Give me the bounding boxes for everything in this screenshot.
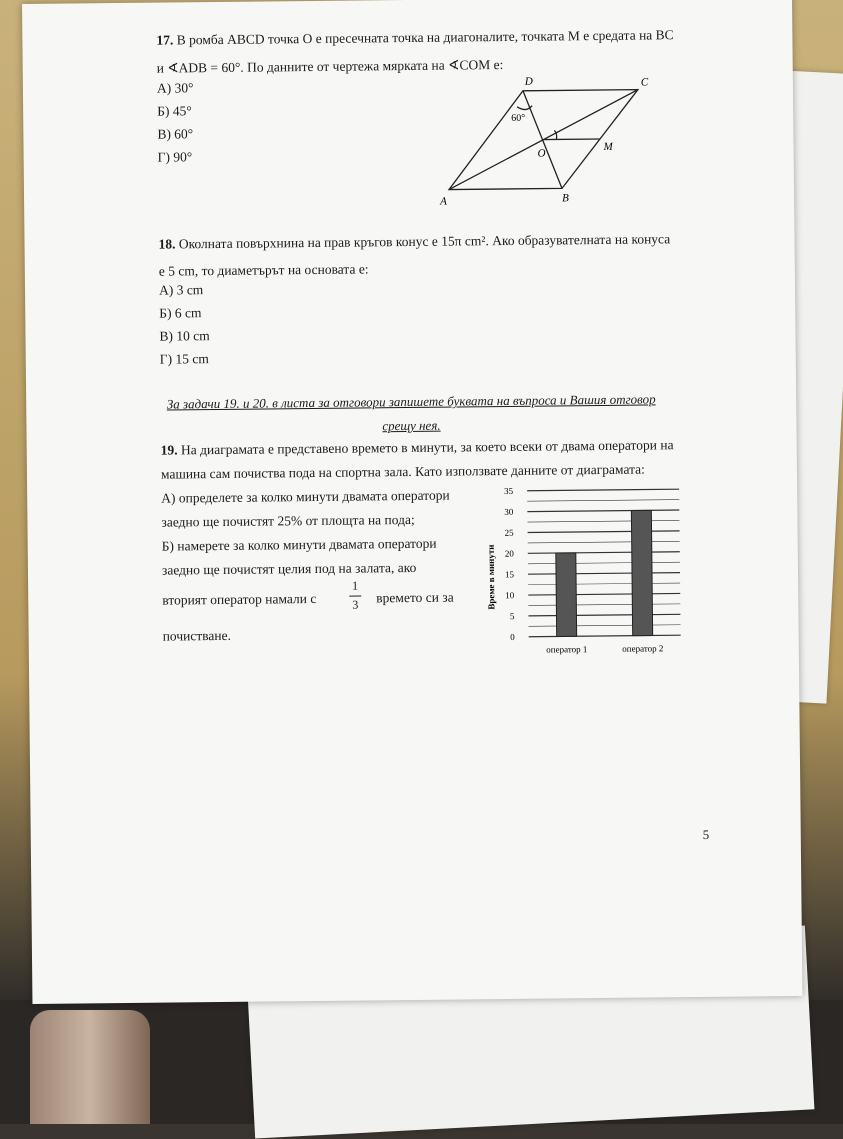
x-tick-label: оператор 1 [546,644,588,655]
label-o: O [537,147,546,160]
bar-1 [556,553,577,637]
fraction-bar [349,596,361,597]
grid-line [528,614,680,616]
y-tick-label: 25 [504,527,514,538]
label-m: M [603,140,613,153]
grid-line [528,583,680,585]
q18-option-b: Б) 6 cm [159,305,202,321]
y-tick-label: 15 [504,569,515,580]
q19-part-b-line3-left: вторият оператор намали с [162,590,317,608]
q17-option-a: А) 30° [156,80,194,96]
q18-text-line2: е 5 cm, то диаметърът на основата е: [158,261,369,279]
grid-line [527,500,679,502]
q19-part-b-line1: Б) намерете за колко минути двамата оператори [161,535,437,554]
chart-grid [527,489,681,637]
grid-line [528,573,680,575]
q19-text-line2: машина сам почиства пода на спортна зала. Като използвате данните от диаграмата: [160,461,645,482]
y-tick-label: 0 [510,631,515,642]
q17-option-c: В) 60° [157,126,194,142]
q17-option-d: Г) 90° [157,149,193,165]
label-c: C [640,76,649,89]
fraction-denominator: 3 [352,597,359,612]
background-object [30,1010,150,1124]
grid-line [529,625,681,627]
x-tick-label: оператор 2 [622,643,664,654]
q19-text-line1: На диаграмата е представено времето в минути, за което всеки от двама оператори на [180,437,674,458]
grid-line [527,510,679,512]
instruction-note-line1: За задачи 19. и 20. в листа за отговори запишете буквата на въпроса и Вашия отговор [166,391,656,412]
chart-y-ticks [504,486,515,642]
q19-part-a-line1: А) определете за колко минути двамата оператори [161,487,450,506]
grid-line [528,552,680,554]
q19-part-b-line2: заедно ще почистят целия под на залата, ако [161,559,417,578]
q18-option-c: В) 10 cm [159,328,210,344]
y-tick-label: 30 [504,506,514,517]
q17-option-b: Б) 45° [157,103,192,119]
grid-line [527,520,679,522]
instruction-note-line2: срещу нея. [382,417,441,434]
q18-text-line1: Околната повърхнина на прав кръгов конус е 15π cm². Ако образувателната на конуса [178,231,671,252]
y-tick-label: 10 [505,590,515,601]
q17-number: 17. [156,32,174,48]
grid-line [528,593,680,595]
chart-x-ticks [546,643,663,654]
q18-number: 18. [158,236,176,252]
q19-part-b-line3-right: времето си за [376,589,454,606]
label-angle: 60° [511,112,526,124]
grid-line [529,635,681,637]
y-tick-label: 20 [504,548,514,559]
y-tick-label: 5 [509,611,515,622]
q18-line1 [158,227,670,255]
label-b: B [562,192,569,205]
label-a: A [440,195,447,208]
fraction-numerator: 1 [352,578,359,593]
grid-line [528,562,680,564]
time-bar-chart [479,475,691,667]
q18-option-a: А) 3 cm [158,282,204,298]
grid-line [527,489,679,491]
rhombus-figure [423,67,654,209]
q19-number: 19. [160,442,178,458]
grid-line [528,604,680,606]
q17-text-line2: и ∢ADB = 60°. По данните от чертежа мярката на ∢COM е: [156,56,504,76]
q17-line1 [156,23,673,51]
q17-text-line1: В ромба ABCD точка O е пресечната точка на диагоналите, точката M е средата на BC [176,27,674,48]
bar-2 [631,510,652,635]
q19-part-b-line4: почистване. [162,627,232,644]
q18-option-d: Г) 15 cm [159,351,209,367]
page-number: 5 [702,826,710,842]
segment-om [543,139,600,140]
exam-page [22,0,802,1004]
q19-part-a-line2: заедно ще почистят 25% от площта на пода; [161,511,415,530]
y-tick-label: 35 [504,485,514,497]
grid-line [528,531,680,533]
chart-y-axis-label: Време в минути [485,544,497,610]
label-d: D [524,75,533,88]
angle-mark-com [554,130,556,139]
grid-line [528,541,680,543]
